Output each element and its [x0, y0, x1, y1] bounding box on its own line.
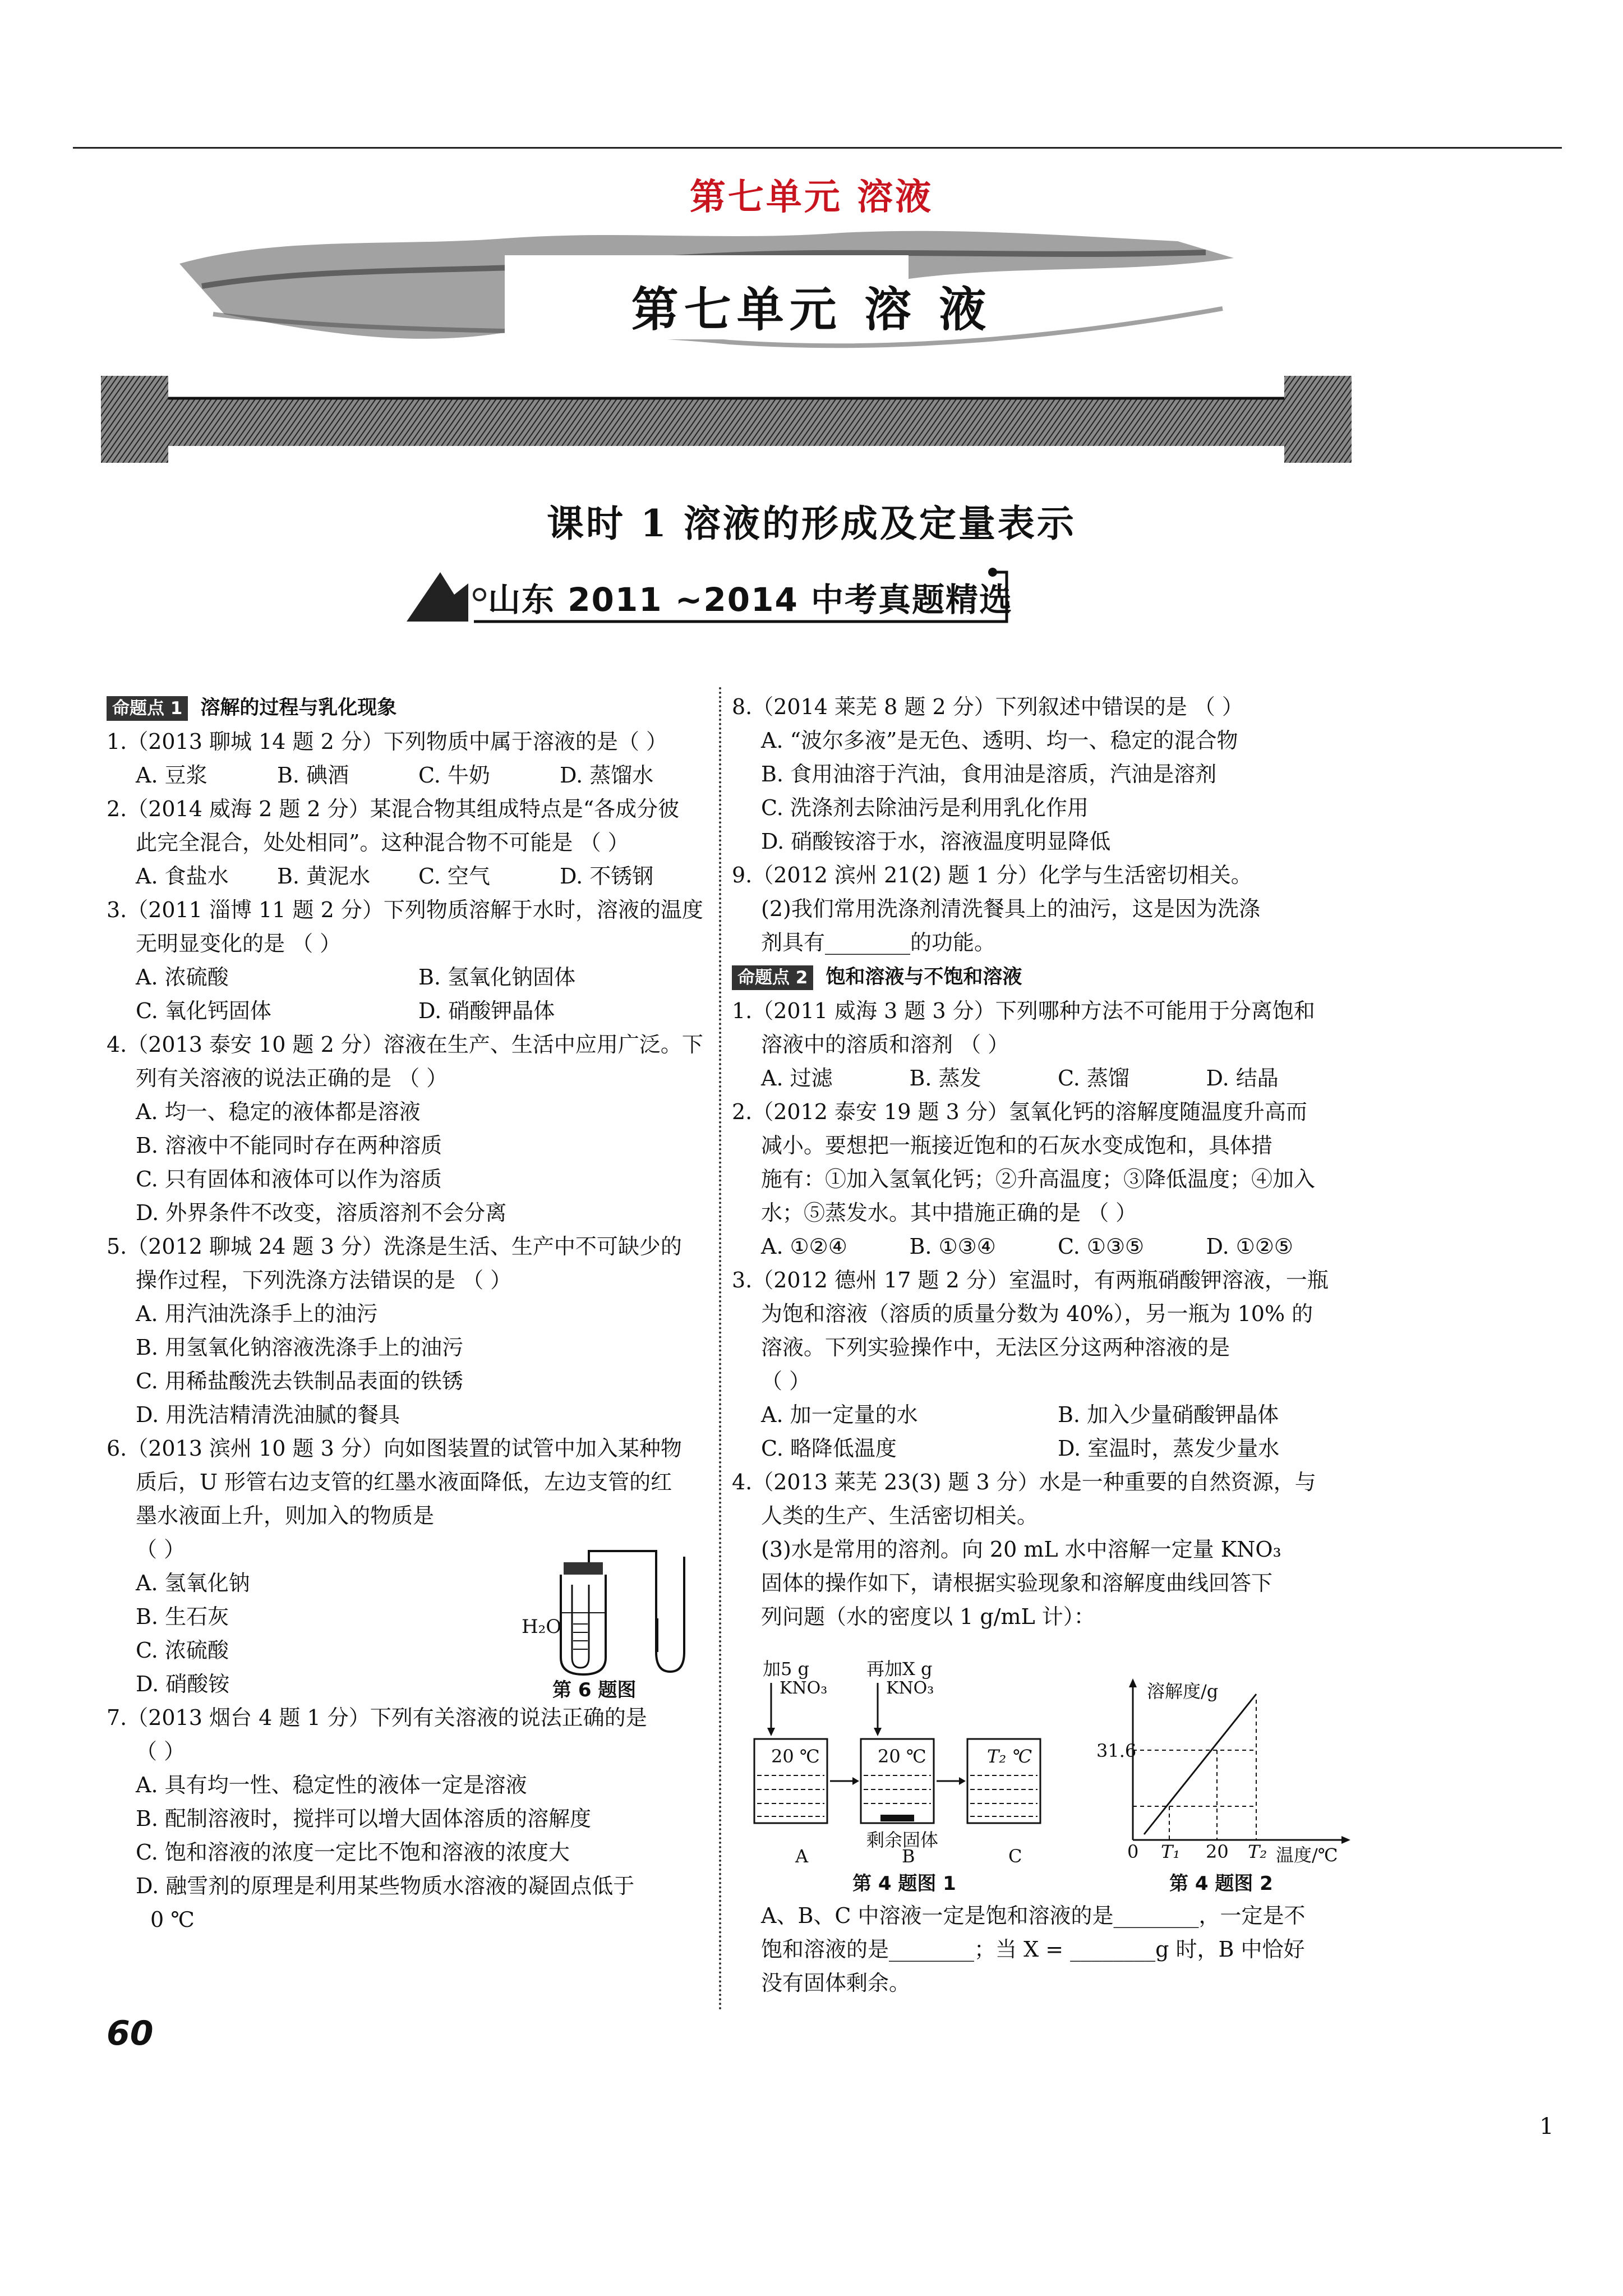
- question-continuation: （ ）: [761, 1369, 811, 1393]
- question-continuation: 无明显变化的是 （ ）: [136, 931, 342, 956]
- answer-option: B. 用氢氧化钠溶液洗涤手上的油污: [136, 1335, 464, 1360]
- question-continuation: 施有：①加入氢氧化钙；②升高温度；③降低温度；④加入: [761, 1167, 1316, 1191]
- tick-t2: T₂: [1248, 1841, 1267, 1862]
- add-5g-label: 加5 g: [763, 1658, 810, 1680]
- answer-option: D. 不锈钢: [560, 864, 654, 889]
- answer-option: C. 浓硫酸: [136, 1638, 229, 1663]
- beaker-c-temp: T₂ ℃: [987, 1746, 1032, 1767]
- answer-option: C. 洗涤剂去除油污是利用乳化作用: [761, 795, 1089, 820]
- question-line: 1.（2011 威海 3 题 3 分）下列哪种方法不可能用于分离饱和: [732, 999, 1315, 1023]
- answer-option: B. 氢氧化钠固体: [418, 965, 576, 990]
- kno3-label-2: KNO₃: [886, 1678, 934, 1698]
- answer-option: B. ①③④: [909, 1234, 996, 1259]
- question-continuation: 此完全混合，处处相同”。这种混合物不可能是 （ ）: [136, 830, 629, 855]
- textured-bar: [101, 376, 1352, 463]
- column-divider: [719, 687, 721, 2011]
- residue-label: 剩余固体: [866, 1829, 939, 1851]
- tick-t1: T₁: [1161, 1841, 1181, 1862]
- h2o-label: H₂O: [522, 1616, 562, 1638]
- answer-options-row: [732, 1398, 1354, 1432]
- answer-line: 没有固体剩余。: [761, 1971, 911, 1995]
- tick-origin: 0: [1127, 1841, 1139, 1862]
- question-line: 5.（2012 聊城 24 题 3 分）洗涤是生活、生产中不可缺少的: [107, 1234, 682, 1259]
- question-continuation: 固体的操作如下，请根据实验现象和溶解度曲线回答下: [761, 1571, 1273, 1595]
- answer-option: A. “波尔多液”是无色、透明、均一、稳定的混合物: [761, 728, 1238, 753]
- answer-options-row: [732, 1061, 1354, 1095]
- answer-option: A. 具有均一性、稳定性的液体一定是溶液: [136, 1773, 527, 1797]
- answer-option: B. 蒸发: [909, 1066, 981, 1091]
- answer-option: B. 加入少量硝酸钾晶体: [1058, 1402, 1279, 1427]
- answer-option: A. 浓硫酸: [136, 965, 229, 990]
- answer-option: B. 配制溶液时，搅拌可以增大固体溶质的溶解度: [136, 1806, 592, 1831]
- beaker-c-label: C: [1008, 1846, 1022, 1867]
- answer-option: D. ①②⑤: [1206, 1234, 1293, 1259]
- question-continuation: 0 ℃: [150, 1907, 195, 1932]
- question-continuation: (3)水是常用的溶剂。向 20 mL 水中溶解一定量 KNO₃: [761, 1537, 1281, 1562]
- question-continuation: （ ）: [136, 1537, 186, 1562]
- lesson-title: 课时 1 溶液的形成及定量表示: [547, 501, 1076, 545]
- beaker-a-temp: 20 ℃: [771, 1746, 820, 1767]
- answer-option: D. 硝酸铵溶于水，溶液温度明显降低: [761, 829, 1111, 854]
- answer-option: C. ①③⑤: [1058, 1234, 1145, 1259]
- answer-option: C. 蒸馏: [1058, 1066, 1129, 1091]
- answer-option: A. 食盐水: [136, 864, 229, 889]
- question-continuation: 减小。要想把一瓶接近饱和的石灰水变成饱和，具体措: [761, 1133, 1273, 1158]
- tick-20: 20: [1206, 1841, 1229, 1862]
- question-line: 8.（2014 莱芜 8 题 2 分）下列叙述中错误的是 （ ）: [732, 694, 1243, 719]
- top-rule: [73, 147, 1562, 149]
- question-line: 3.（2011 淄博 11 题 2 分）下列物质溶解于水时，溶液的温度: [107, 898, 703, 922]
- answer-option: D. 蒸馏水: [560, 763, 654, 788]
- answer-option: C. 略降低温度: [761, 1436, 897, 1461]
- exam-subtitle: 山东 2011 ~2014 中考真题精选: [488, 581, 1013, 619]
- answer-option: D. 用洗洁精清洗油腻的餐具: [136, 1402, 400, 1427]
- answer-option: B. 碘酒: [277, 763, 349, 788]
- question-continuation: 列有关溶液的说法正确的是 （ ）: [136, 1066, 448, 1091]
- answer-line: A、B、C 中溶液一定是饱和溶液的是________，一定是不: [761, 1903, 1306, 1928]
- question-line: 7.（2013 烟台 4 题 1 分）下列有关溶液的说法正确的是: [107, 1705, 647, 1730]
- answer-options-row: [107, 960, 701, 994]
- answer-option: D. 硝酸铵: [136, 1672, 230, 1696]
- answer-option: C. 氧化钙固体: [136, 999, 271, 1023]
- figure-4-solubility-curve: [1099, 1677, 1352, 1857]
- answer-option: 剂具有________的功能。: [761, 930, 996, 955]
- question-line: 4.（2013 泰安 10 题 2 分）溶液在生产、生活中应用广泛。下: [107, 1032, 703, 1057]
- question-continuation: 列问题（水的密度以 1 g/mL 计）：: [761, 1604, 1095, 1629]
- answer-option: (2)我们常用洗涤剂清洗餐具上的油污，这是因为洗涤: [761, 896, 1260, 921]
- question-continuation: 为饱和溶液（溶质的质量分数为 40%），另一瓶为 10% 的: [761, 1301, 1313, 1326]
- question-line: 6.（2013 滨州 10 题 3 分）向如图装置的试管中加入某种物: [107, 1436, 682, 1461]
- beaker-b-temp: 20 ℃: [878, 1746, 926, 1767]
- answer-option: B. 黄泥水: [277, 864, 371, 889]
- figure-6-caption: 第 6 题图: [552, 1679, 637, 1701]
- answer-options-row: [732, 1432, 1354, 1465]
- answer-option: A. 均一、稳定的液体都是溶液: [136, 1099, 421, 1124]
- figure-4-2-caption: 第 4 题图 2: [1169, 1872, 1273, 1895]
- answer-option: C. 空气: [418, 864, 490, 889]
- answer-option: A. 用汽油洗涤手上的油污: [136, 1301, 378, 1326]
- beaker-b-label: B: [902, 1846, 915, 1867]
- answer-option: A. 豆浆: [136, 763, 208, 788]
- answer-option: C. 只有固体和液体可以作为溶质: [136, 1167, 442, 1191]
- question-line: 4.（2013 莱芜 23(3) 题 3 分）水是一种重要的自然资源，与: [732, 1470, 1316, 1494]
- answer-option: D. 硝酸钾晶体: [418, 999, 555, 1023]
- question-continuation: 溶液。下列实验操作中，无法区分这两种溶液的是: [761, 1335, 1230, 1360]
- section-heading: [107, 690, 701, 725]
- answer-option: B. 食用油溶于汽油，食用油是溶质，汽油是溶剂: [761, 762, 1217, 786]
- section-badge: 命题点 2: [732, 965, 813, 990]
- question-continuation: 人类的生产、生活密切相关。: [761, 1503, 1039, 1528]
- question-continuation: 溶液中的溶质和溶剂 （ ）: [761, 1032, 1009, 1057]
- answer-option: B. 生石灰: [136, 1604, 229, 1629]
- question-continuation: （ ）: [136, 1739, 186, 1764]
- answer-options-row: [107, 758, 701, 792]
- answer-option: A. 氢氧化钠: [136, 1571, 250, 1595]
- answer-line: 饱和溶液的是________；当 X = ________g 时，B 中恰好: [761, 1937, 1305, 1962]
- answer-options-row: [732, 1230, 1354, 1263]
- answer-options-row: [107, 859, 701, 893]
- add-xg-label: 再加X g: [866, 1658, 933, 1680]
- section-title: 溶解的过程与乳化现象: [200, 697, 397, 719]
- unit-title-red: 第七单元 溶液: [689, 176, 934, 218]
- kno3-label-1: KNO₃: [780, 1678, 828, 1698]
- solubility-ylabel: 溶解度/g: [1147, 1681, 1219, 1702]
- left-column: [107, 690, 701, 1936]
- question-continuation: 操作过程，下列洗涤方法错误的是 （ ）: [136, 1268, 512, 1292]
- question-line: 1.（2013 聊城 14 题 2 分）下列物质中属于溶液的是（ ）: [107, 729, 667, 754]
- answer-option: D. 室温时，蒸发少量水: [1058, 1436, 1280, 1461]
- answer-option: D. 结晶: [1206, 1066, 1279, 1091]
- question-line: 2.（2014 威海 2 题 2 分）某混合物其组成特点是“各成分彼: [107, 797, 680, 821]
- answer-option: B. 溶液中不能同时存在两种溶质: [136, 1133, 442, 1158]
- answer-option: C. 牛奶: [418, 763, 490, 788]
- sheet-number: 1: [1539, 2114, 1554, 2139]
- answer-option: D. 外界条件不改变，溶质溶剂不会分离: [136, 1200, 507, 1225]
- question-line: 3.（2012 德州 17 题 2 分）室温时，有两瓶硝酸钾溶液，一瓶: [732, 1268, 1329, 1292]
- question-line: 2.（2012 泰安 19 题 3 分）氢氧化钙的溶解度随温度升高而: [732, 1099, 1307, 1124]
- answer-option: D. 融雪剂的原理是利用某些物质水溶液的凝固点低于: [136, 1874, 635, 1898]
- figure-4-1-caption: 第 4 题图 1: [852, 1872, 956, 1895]
- unit-banner-title: 第七单元 溶 液: [631, 282, 992, 337]
- right-column: [732, 690, 1354, 1634]
- answer-options-row: [107, 994, 701, 1028]
- question-continuation: 墨水液面上升，则加入的物质是: [136, 1503, 435, 1528]
- answer-option: A. 过滤: [761, 1066, 833, 1091]
- question-continuation: 水；⑤蒸发水。其中措施正确的是 （ ）: [761, 1200, 1137, 1225]
- answer-option: A. ①②④: [761, 1234, 847, 1259]
- tick-31-6: 31.6: [1096, 1740, 1137, 1761]
- section-heading: [732, 959, 1354, 994]
- answer-option: A. 加一定量的水: [761, 1402, 918, 1427]
- section-title: 饱和溶液与不饱和溶液: [826, 966, 1022, 988]
- answer-option: C. 用稀盐酸洗去铁制品表面的铁锈: [136, 1369, 463, 1393]
- answer-option: C. 饱和溶液的浓度一定比不饱和溶液的浓度大: [136, 1840, 570, 1865]
- section-badge: 命题点 1: [107, 696, 188, 721]
- question-line: 9.（2012 滨州 21(2) 题 1 分）化学与生活密切相关。: [732, 863, 1252, 887]
- temperature-xlabel: 温度/℃: [1276, 1844, 1338, 1866]
- page-number: 60: [107, 2014, 154, 2053]
- beaker-a-label: A: [795, 1846, 809, 1867]
- question-4-answers: [732, 1899, 1354, 2000]
- question-continuation: 质后，U 形管右边支管的红墨水液面降低，左边支管的红: [136, 1470, 672, 1494]
